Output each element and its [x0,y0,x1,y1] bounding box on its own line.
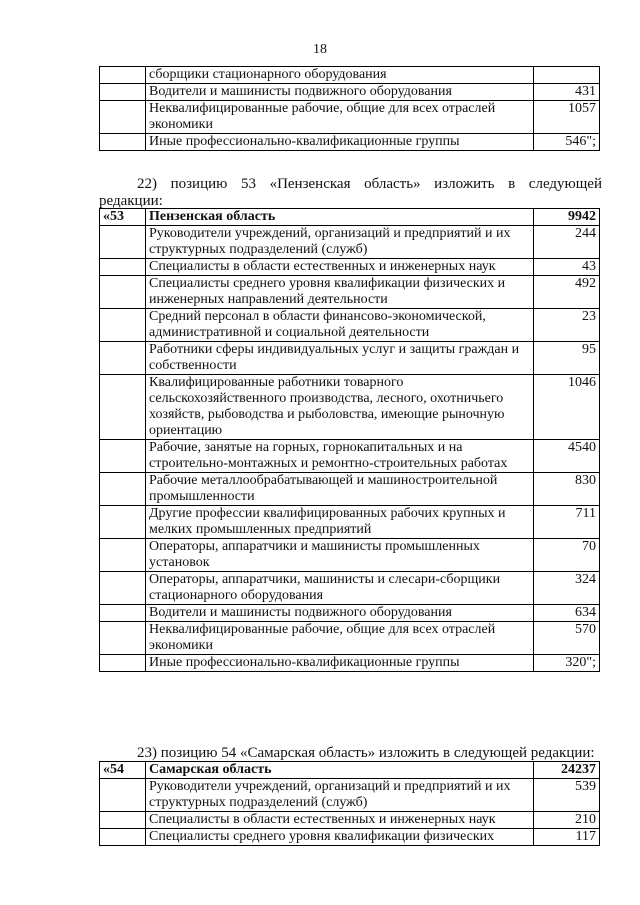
row-value: 539 [534,779,600,812]
table-row [100,134,600,151]
occupation-table-continued [99,66,600,151]
table-row [100,572,600,605]
row-value: 546"; [534,134,600,151]
row-name: Самарская область [146,762,534,779]
amendment-paragraph-23: 23) позицию 54 «Самарская область» изложить в следующей редакции: [137,745,595,761]
row-value: 244 [534,226,600,259]
table-row [100,259,600,276]
row-value: 324 [534,572,600,605]
table-row [100,84,600,101]
table-row [100,655,600,672]
row-name: Водители и машинисты подвижного оборудования [146,605,534,622]
row-value: 24237 [534,762,600,779]
row-code [100,812,146,829]
row-code: «54 [100,762,146,779]
row-code [100,605,146,622]
table-row [100,309,600,342]
row-name: Пензенская область [146,209,534,226]
row-value: 320"; [534,655,600,672]
row-code [100,622,146,655]
table-row [100,440,600,473]
row-name: Руководители учреждений, организаций и предприятий и их структурных подразделений (служб) [146,226,534,259]
table-row [100,226,600,259]
row-code [100,276,146,309]
table-row [100,67,600,84]
row-name: Специалисты в области естественных и инженерных наук [146,812,534,829]
table-row [100,473,600,506]
row-value: 4540 [534,440,600,473]
row-name: Специалисты среднего уровня квалификации физических [146,829,534,846]
row-code [100,309,146,342]
row-code [100,67,146,84]
row-name: Рабочие металлообрабатывающей и машиностроительной промышленности [146,473,534,506]
amendment-paragraph-22-line2: редакции: [99,193,163,209]
table-row [100,276,600,309]
row-name: Другие профессии квалифицированных рабочих крупных и мелких промышленных предприятий [146,506,534,539]
row-code [100,506,146,539]
row-value: 23 [534,309,600,342]
row-code [100,375,146,440]
row-name: Рабочие, занятые на горных, горнокапитальных и на строительно-монтажных и ремонтно-строительных работах [146,440,534,473]
row-value: 95 [534,342,600,375]
row-value: 1057 [534,101,600,134]
row-value: 570 [534,622,600,655]
row-name: Специалисты среднего уровня квалификации физических и инженерных направлений деятельности [146,276,534,309]
row-code [100,342,146,375]
row-value: 431 [534,84,600,101]
table-row [100,342,600,375]
penza-region-table [99,208,600,672]
row-name: Операторы, аппаратчики и машинисты промышленных установок [146,539,534,572]
table-row [100,812,600,829]
row-name: Специалисты в области естественных и инженерных наук [146,259,534,276]
table-row [100,209,600,226]
row-code: «53 [100,209,146,226]
row-code [100,473,146,506]
row-code [100,259,146,276]
amendment-paragraph-22-line1: 22) позицию 53 «Пензенская область» изложить в следующей [137,176,602,192]
table-row [100,101,600,134]
row-name: Руководители учреждений, организаций и предприятий и их структурных подразделений (служб) [146,779,534,812]
row-name: Работники сферы индивидуальных услуг и защиты граждан и собственности [146,342,534,375]
row-name: Иные профессионально-квалификационные группы [146,134,534,151]
table-row [100,605,600,622]
table-row [100,779,600,812]
row-code [100,572,146,605]
row-code [100,655,146,672]
table-row [100,539,600,572]
row-name: Квалифицированные работники товарного сельскохозяйственного производства, лесного, охотничьего хозяйств, рыбоводства и рыболовства, имеющие рыночную ориентацию [146,375,534,440]
row-value: 1046 [534,375,600,440]
row-name: Водители и машинисты подвижного оборудования [146,84,534,101]
row-name: Неквалифицированные рабочие, общие для всех отраслей экономики [146,101,534,134]
row-value: 830 [534,473,600,506]
row-code [100,829,146,846]
row-name: Неквалифицированные рабочие, общие для всех отраслей экономики [146,622,534,655]
row-value: 43 [534,259,600,276]
table-row [100,829,600,846]
amendment-paragraph-22 [99,176,602,210]
table-row [100,622,600,655]
row-name: сборщики стационарного оборудования [146,67,534,84]
row-code [100,226,146,259]
row-code [100,440,146,473]
table-row [100,375,600,440]
row-value: 117 [534,829,600,846]
row-value: 210 [534,812,600,829]
table-row [100,762,600,779]
row-code [100,134,146,151]
page-number: 18 [313,42,327,57]
row-value: 634 [534,605,600,622]
row-name: Операторы, аппаратчики, машинисты и слесари-сборщики стационарного оборудования [146,572,534,605]
table-row [100,506,600,539]
samara-region-table [99,761,600,846]
row-value: 492 [534,276,600,309]
row-value [534,67,600,84]
row-value: 711 [534,506,600,539]
row-name: Средний персонал в области финансово-экономической, административной и социальной деятельности [146,309,534,342]
row-code [100,539,146,572]
row-code [100,779,146,812]
row-value: 9942 [534,209,600,226]
row-name: Иные профессионально-квалификационные группы [146,655,534,672]
row-value: 70 [534,539,600,572]
row-code [100,84,146,101]
row-code [100,101,146,134]
